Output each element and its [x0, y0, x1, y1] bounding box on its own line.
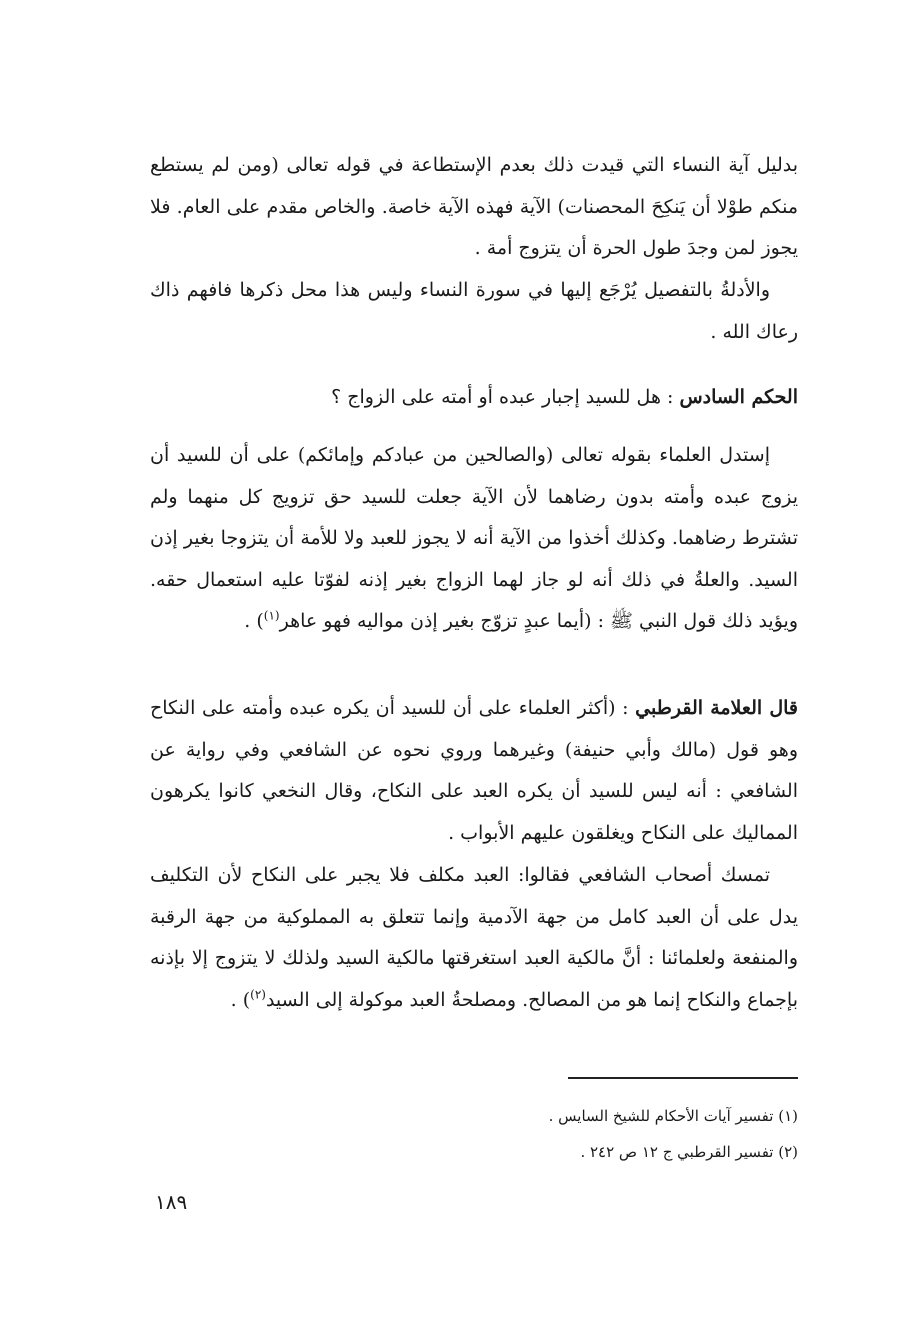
paragraph-body: : (أكثر العلماء على أن للسيد أن يكره عبده وأمته على النكاح وهو قول (مالك وأبي حنيفة) وغيرهما وروي نحوه عن الشافعي وفي رواية عن الشافعي : أنه ليس للسيد أن يكره العبد على النكاح، وقال النخعي كانوا يكرهون المماليك على النكاح ويغلقون عليهم الأبواب .	[150, 697, 798, 844]
footnote-ref-2: (٢)	[250, 987, 266, 1002]
footnote-1: (١) تفسير آيات الأحكام للشيخ السايس .	[548, 1107, 798, 1125]
paragraph-qurtubi	[150, 688, 798, 854]
qurtubi-label: قال العلامة القرطبي	[635, 697, 798, 719]
paragraph-body: إستدل العلماء بقوله تعالى (والصالحين من عبادكم وإمائكم) على أن للسيد أن يزوج عبده وأمته بدون رضاهما لأن الآية جعلت للسيد حق تزويج كل منهما ولم تشترط رضاهما. وكذلك أخذوا من الآية أنه لا يجوز للعبد ولا للأمة أن يتزوجا بغير إذن السيد. والعلةُ في ذلك أنه لو جاز لهما الزواج بغير إذنه لفوّتا عليه استعمال حقه. ويؤيد ذلك قول النبي ﷺ : (أيما عبدٍ تزوّج بغير إذن مواليه فهو عاهر	[150, 444, 798, 632]
paragraph-text	[150, 435, 798, 643]
paragraph-shafii	[150, 855, 798, 1021]
paragraph-end: ) .	[230, 988, 251, 1011]
footnote-ref-1: (١)	[263, 608, 280, 623]
paragraph-text: والأدلةُ بالتفصيل يُرْجَع إليها في سورة النساء وليس هذا محل ذكرها فافهم ذاك رعاك الله .	[150, 279, 798, 343]
paragraph-end: ) .	[244, 610, 264, 632]
paragraph-text: بدليل آية النساء التي قيدت ذلك بعدم الإستطاعة في قوله تعالى (ومن لم يستطع منكم طوْلا أن يَنكِحَ المحصنات) الآية فهذه الآية خاصة. والخاص مقدم على العام. فلا يجوز لمن وجدَ طول الحرة أن يتزوج أمة .	[150, 154, 798, 259]
heading-label: الحكم السادس	[679, 386, 798, 408]
paragraph-text	[150, 855, 798, 1021]
paragraph-details	[150, 270, 798, 353]
section-heading	[150, 382, 798, 412]
footnote-2: (٢) تفسير القرطبي ج ١٢ ص ٢٤٢ .	[580, 1143, 798, 1161]
paragraph-text	[150, 688, 798, 854]
footnote-divider	[568, 1077, 798, 1079]
paragraph-verse-evidence	[150, 145, 798, 270]
heading-question: : هل للسيد إجبار عبده أو أمته على الزواج ؟	[331, 386, 680, 408]
page-number: ١٨٩	[155, 1190, 188, 1214]
paragraph-body: تمسك أصحاب الشافعي فقالوا: العبد مكلف فلا يجبر على النكاح لأن التكليف يدل على أن العبد كامل من جهة الآدمية وإنما تتعلق به المملوكية من جهة الرقبة والمنفعة ولعلمائنا : أنَّ مالكية العبد استغرقتها مالكية السيد ولذلك لا يتزوج إلا بإذنه بإجماع والنكاح إنما هو من المصالح. ومصلحةُ العبد موكولة إلى السيد	[150, 864, 798, 1011]
paragraph-scholars-evidence	[150, 435, 798, 643]
footnotes	[150, 1098, 798, 1170]
